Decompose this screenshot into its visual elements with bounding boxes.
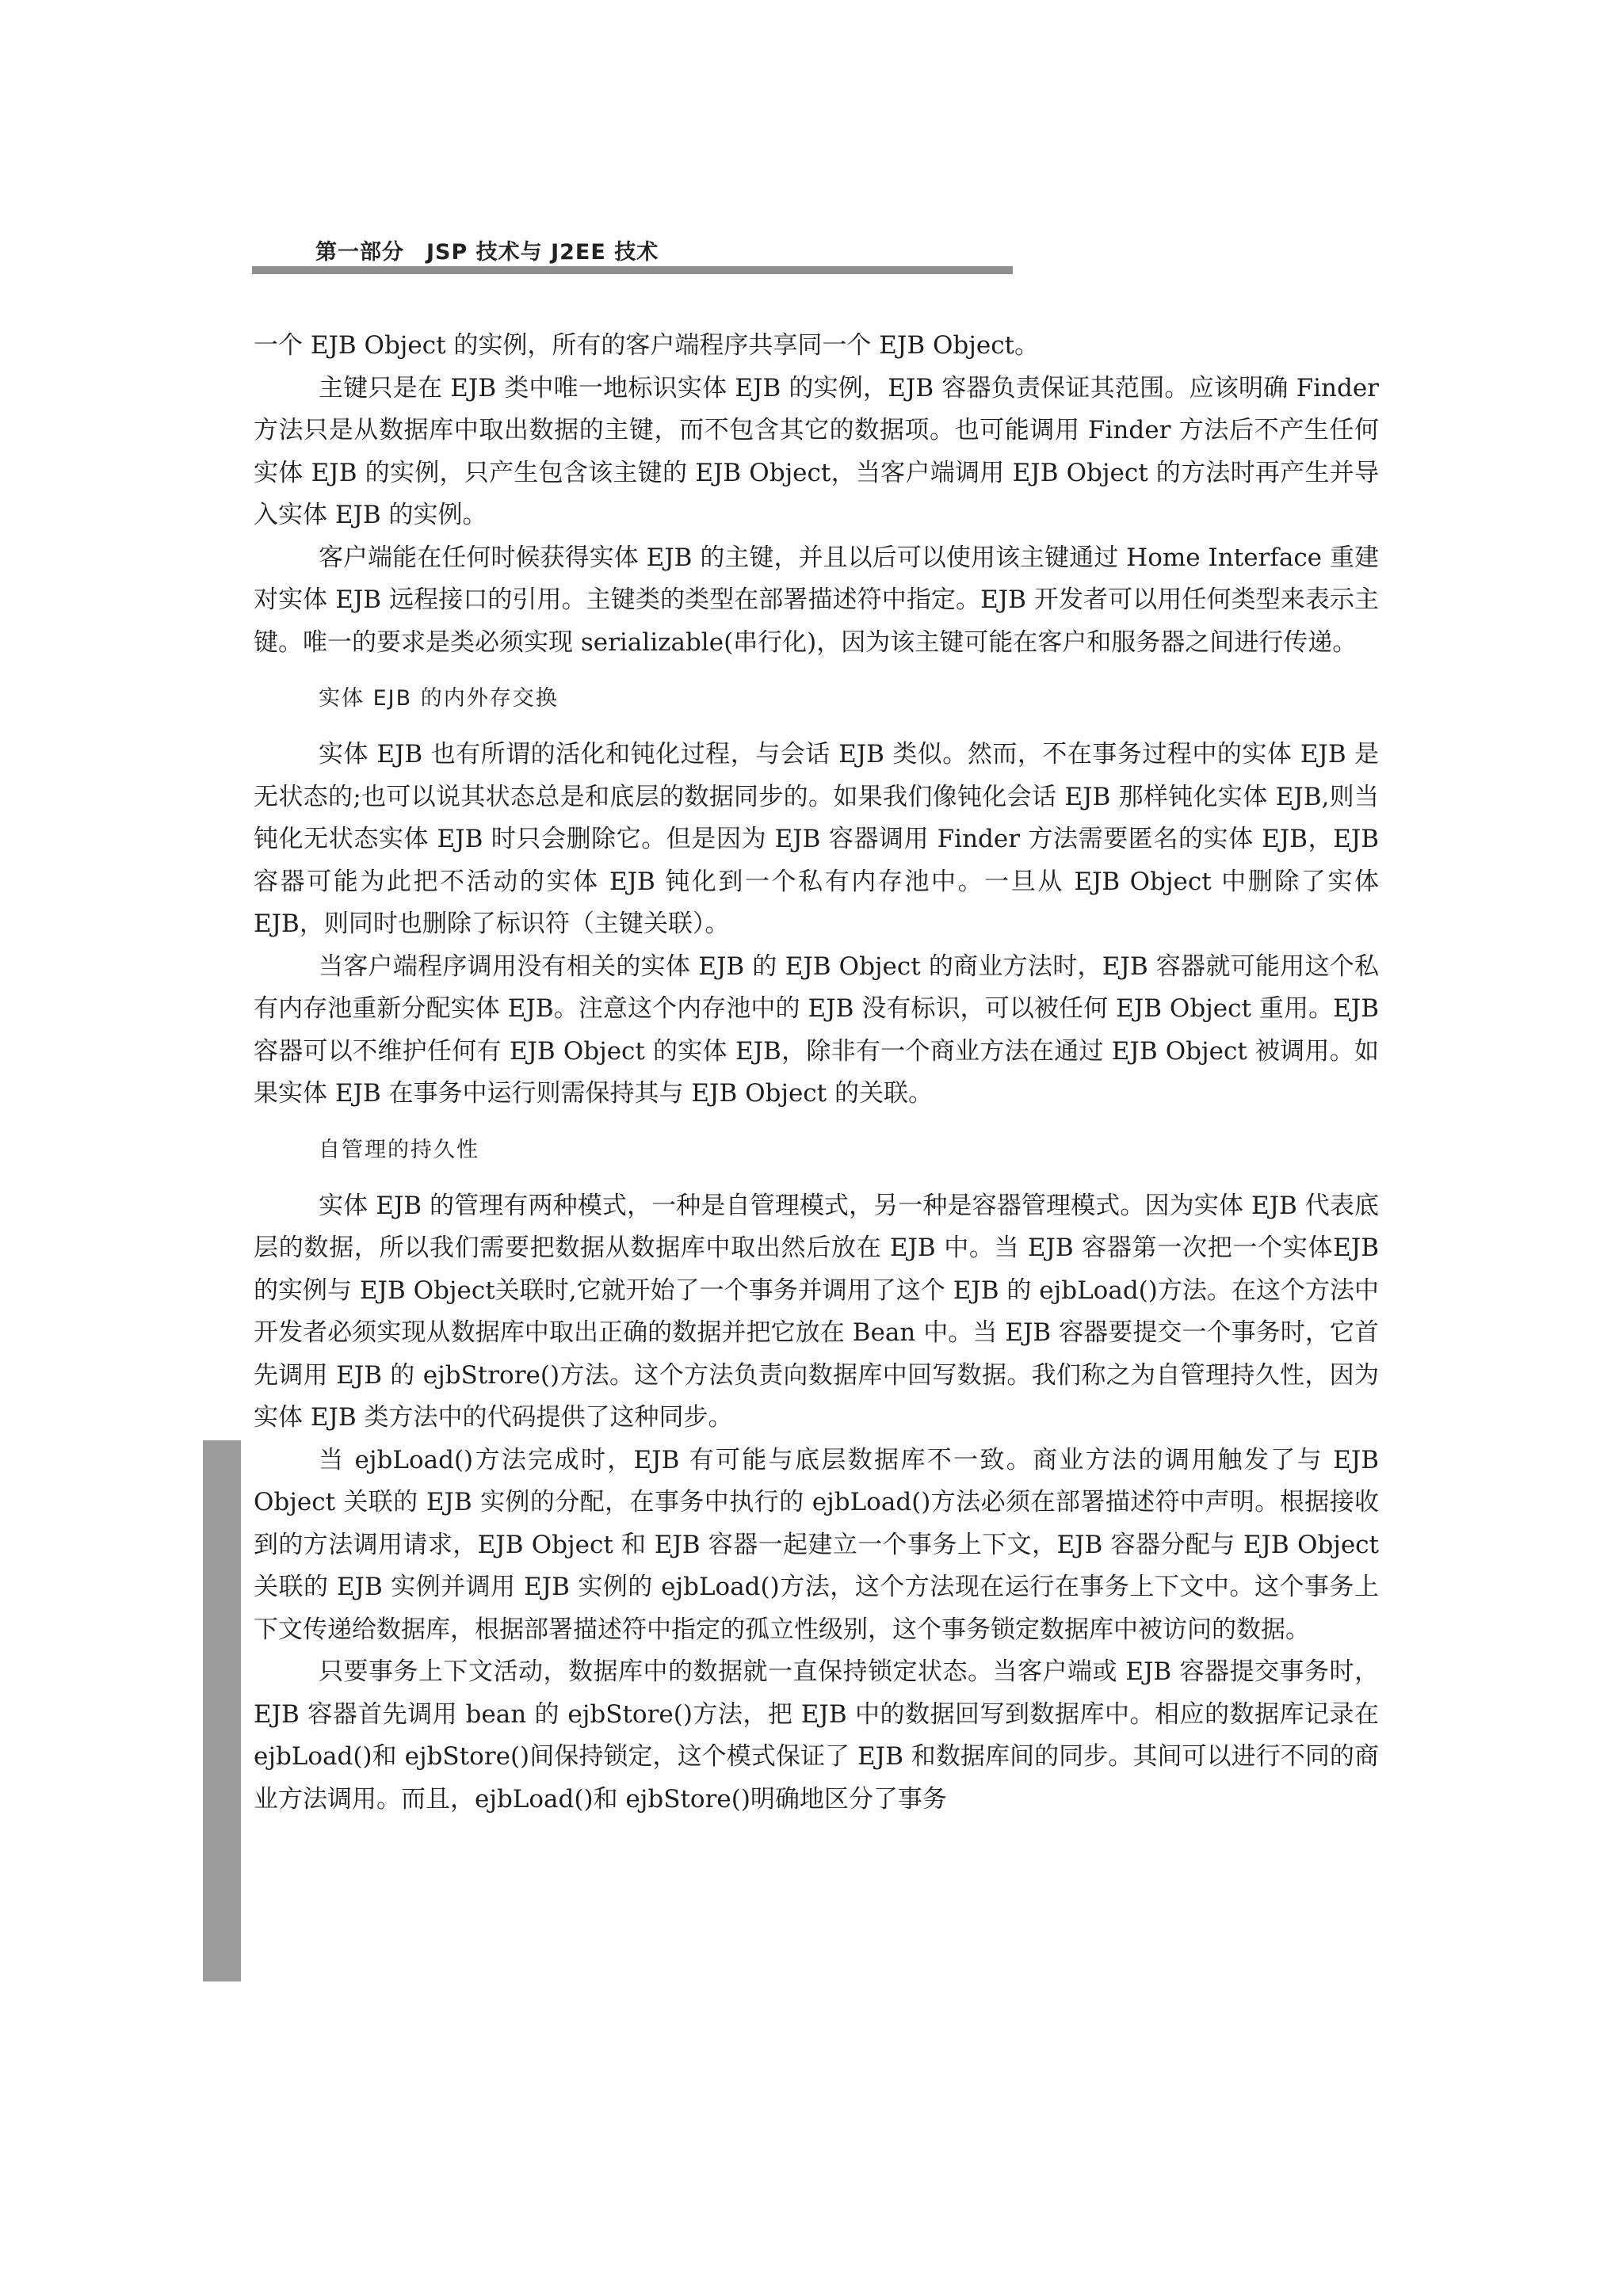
paragraph: 一个 EJB Object 的实例，所有的客户端程序共享同一个 EJB Object。 bbox=[254, 331, 1040, 360]
paragraph: 只要事务上下文活动，数据库中的数据就一直保持锁定状态。当客户端或 EJB 容器提交事务时，EJB 容器首先调用 bean 的 ejbStore()方法，把 EJB 中的数据回写到数据库中。相应的数据库记录在 ejbLoad()和 ejbStore()间保持锁定，这个模式保证了 EJB 和数据库间的同步。其间可以进行不同的商业方法调用。而且，ejbLoad()和 ejbStore()明确地区分了事务 bbox=[254, 1657, 1379, 1814]
section-heading: 实体 EJB 的内外存交换 bbox=[319, 686, 559, 711]
paragraph: 主键只是在 EJB 类中唯一地标识实体 EJB 的实例，EJB 容器负责保证其范围。应该明确 Finder 方法只是从数据库中取出数据的主键，而不包含其它的数据项。也可能调用 Finder 方法后不产生任何实体 EJB 的实例，只产生包含该主键的 EJB Object，当客户端调用 EJB Object 的方法时再产生并导入实体 EJB 的实例。 bbox=[254, 373, 1379, 529]
header-rule bbox=[252, 266, 1013, 274]
thumb-tab-marker bbox=[203, 1440, 241, 1981]
running-head: 第一部分 JSP 技术与 J2EE 技术 bbox=[315, 240, 659, 265]
paragraph: 当 ejbLoad()方法完成时，EJB 有可能与底层数据库不一致。商业方法的调用触发了与 EJB Object 关联的 EJB 实例的分配，在事务中执行的 ejbLoad()方法必须在部署描述符中声明。根据接收到的方法调用请求，EJB Object 和 EJB 容器一起建立一个事务上下文，EJB 容器分配与 EJB Object 关联的 EJB 实例并调用 EJB 实例的 ejbLoad()方法，这个方法现在运行在事务上下文中。这个事务上下文传递给数据库，根据部署描述符中指定的孤立性级别，这个事务锁定数据库中被访问的数据。 bbox=[254, 1445, 1379, 1644]
section-heading: 自管理的持久性 bbox=[319, 1137, 479, 1162]
page-header bbox=[252, 235, 1013, 282]
paragraph: 当客户端程序调用没有相关的实体 EJB 的 EJB Object 的商业方法时，EJB 容器就可能用这个私有内存池重新分配实体 EJB。注意这个内存池中的 EJB 没有标识，可以被任何 EJB Object 重用。EJB 容器可以不维护任何有 EJB Object 的实体 EJB，除非有一个商业方法在通过 EJB Object 被调用。如果实体 EJB 在事务中运行则需保持其与 EJB Object 的关联。 bbox=[254, 952, 1379, 1108]
paragraph: 实体 EJB 的管理有两种模式，一种是自管理模式，另一种是容器管理模式。因为实体 EJB 代表底层的数据，所以我们需要把数据从数据库中取出然后放在 EJB 中。当 EJB 容器第一次把一个实体EJB 的实例与 EJB Object关联时,它就开始了一个事务并调用了这个 EJB 的 ejbLoad()方法。在这个方法中开发者必须实现从数据库中取出正确的数据并把它放在 Bean 中。当 EJB 容器要提交一个事务时，它首先调用 EJB 的 ejbStrore()方法。这个方法负责向数据库中回写数据。我们称之为自管理持久性，因为实体 EJB 类方法中的代码提供了这种同步。 bbox=[254, 1191, 1379, 1432]
paragraph: 实体 EJB 也有所谓的活化和钝化过程，与会话 EJB 类似。然而，不在事务过程中的实体 EJB 是无状态的;也可以说其状态总是和底层的数据同步的。如果我们像钝化会话 EJB 那样钝化实体 EJB,则当钝化无状态实体 EJB 时只会删除它。但是因为 EJB 容器调用 Finder 方法需要匿名的实体 EJB，EJB 容器可能为此把不活动的实体 EJB 钝化到一个私有内存池中。一旦从 EJB Object 中删除了实体 EJB，则同时也删除了标识符（主键关联）。 bbox=[254, 740, 1379, 938]
page-body bbox=[254, 325, 1379, 1821]
paragraph: 客户端能在任何时候获得实体 EJB 的主键，并且以后可以使用该主键通过 Home Interface 重建对实体 EJB 远程接口的引用。主键类的类型在部署描述符中指定。EJB 开发者可以用任何类型来表示主键。唯一的要求是类必须实现 serializable(串行化)，因为该主键可能在客户和服务器之间进行传递。 bbox=[254, 543, 1379, 657]
